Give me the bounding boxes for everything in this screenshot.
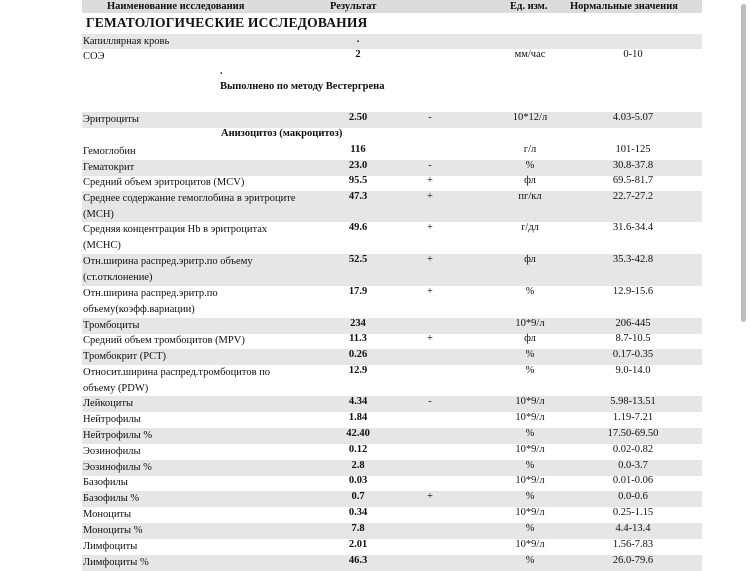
result-value: 0.12	[348, 444, 368, 455]
table-row	[82, 286, 702, 317]
result-value: 95.5	[348, 175, 368, 186]
result-value: 17.9	[348, 286, 368, 297]
result-value: 1.84	[348, 412, 368, 423]
result-unit: %	[525, 428, 535, 439]
header-unit: Ед. изм.	[510, 1, 548, 12]
result-flag: +	[427, 286, 433, 297]
result-flag: +	[427, 254, 433, 265]
table-row	[82, 555, 702, 571]
result-name: Эритроциты	[83, 114, 139, 125]
result-name: Нейтрофилы %	[83, 430, 153, 441]
result-value: 12.9	[348, 365, 368, 376]
table-row	[82, 349, 702, 365]
result-norm: 1.19-7.21	[612, 412, 654, 423]
result-norm: 17.50-69.50	[607, 428, 659, 439]
result-norm: 69.5-81.7	[612, 175, 654, 186]
result-value: 4.34	[348, 396, 368, 407]
table-row	[82, 254, 702, 286]
result-unit: пг/кл	[518, 191, 542, 202]
result-value: 0.26	[348, 349, 368, 360]
result-norm: 31.6-34.4	[612, 222, 654, 233]
table-row	[82, 112, 702, 128]
result-norm: 0.01-0.06	[612, 475, 654, 486]
result-value: 11.3	[349, 333, 367, 344]
esr-name: СОЭ	[83, 51, 105, 62]
result-name: Относит.ширина распред.тромбоцитов по объему (PDW)	[83, 367, 271, 394]
result-norm: 4.03-5.07	[612, 112, 654, 123]
result-norm: 101-125	[615, 144, 651, 155]
result-norm: 8.7-10.5	[615, 333, 651, 344]
scrollbar[interactable]	[741, 4, 746, 322]
result-value: 0.34	[348, 507, 368, 518]
result-norm: 0.25-1.15	[612, 507, 654, 518]
result-name: Базофилы	[83, 477, 128, 488]
result-unit: г/л	[523, 144, 537, 155]
result-value: 0.03	[348, 475, 368, 486]
result-unit: г/дл	[521, 222, 539, 233]
material-row	[82, 34, 702, 49]
result-value: 23.0	[348, 160, 368, 171]
result-norm: 12.9-15.6	[612, 286, 654, 297]
result-norm: 22.7-27.2	[612, 191, 654, 202]
result-value: 42.40	[346, 428, 370, 439]
result-value: 234	[350, 318, 366, 329]
result-unit: %	[525, 460, 535, 471]
result-flag: -	[428, 396, 432, 407]
result-flag: +	[427, 191, 433, 202]
result-unit: %	[525, 286, 535, 297]
result-norm: 0.17-0.35	[612, 349, 654, 360]
result-name: Тромбоциты	[83, 320, 140, 331]
result-norm: 0.02-0.82	[612, 444, 654, 455]
material-dot: .	[356, 34, 360, 45]
table-row	[82, 475, 702, 491]
result-norm: 0.0-0.6	[618, 491, 648, 502]
table-row	[82, 191, 702, 222]
result-unit: %	[525, 555, 535, 566]
result-norm: 206-445	[615, 318, 651, 329]
result-name: Эозинофилы %	[83, 462, 152, 473]
result-unit: 10*9/л	[515, 444, 545, 455]
result-norm: 35.3-42.8	[612, 254, 654, 265]
result-flag: +	[427, 175, 433, 186]
result-value: 52.5	[348, 254, 368, 265]
result-unit: 10*12/л	[512, 112, 548, 123]
table-row	[82, 396, 702, 412]
table-header	[82, 0, 702, 13]
result-value: 49.6	[348, 222, 368, 233]
result-norm: 4.4-13.4	[615, 523, 651, 534]
esr-method-note: Выполнено по методу Вестергрена	[220, 81, 385, 92]
result-value: 2.8	[351, 460, 365, 471]
table-row	[82, 539, 702, 555]
result-unit: 10*9/л	[515, 507, 545, 518]
result-value: 0.7	[351, 491, 365, 502]
result-flag: -	[428, 160, 432, 171]
table-row	[82, 523, 702, 539]
result-unit: фл	[524, 254, 536, 265]
result-name: Отн.ширина распред.эритр.по объему (ст.отклонение)	[83, 256, 253, 283]
result-name: Средняя концентрация Hb в эритроцитах (MCHC)	[83, 224, 268, 251]
result-name: Отн.ширина распред.эритр.по объему(коэфф.вариации)	[83, 288, 218, 315]
result-name: Моноциты	[83, 509, 132, 520]
anisocytosis-note: Анизоцитоз (макроцитоз)	[221, 128, 343, 139]
result-flag: +	[427, 491, 433, 502]
table-row	[82, 365, 702, 396]
result-unit: %	[525, 491, 535, 502]
result-unit: %	[525, 523, 535, 534]
section-title: ГЕМАТОЛОГИЧЕСКИЕ ИССЛЕДОВАНИЯ	[86, 15, 368, 30]
result-name: Тромбокрит (PCT)	[83, 351, 166, 362]
result-name: Гемоглобин	[83, 146, 136, 157]
result-norm: 5.98-13.51	[610, 396, 656, 407]
result-norm: 1.56-7.83	[612, 539, 654, 550]
esr-value: 2	[355, 49, 361, 60]
result-name: Среднее содержание гемоглобина в эритроците (MCH)	[83, 193, 296, 220]
result-value: 47.3	[348, 191, 368, 202]
result-name: Средний объем тромбоцитов (MPV)	[83, 335, 245, 346]
table-row	[82, 412, 702, 428]
result-unit: %	[525, 160, 535, 171]
result-unit: 10*9/л	[515, 396, 545, 407]
result-value: 46.3	[348, 555, 368, 566]
esr-row	[82, 49, 702, 65]
result-name: Эозинофилы	[83, 446, 141, 457]
result-value: 2.50	[348, 112, 368, 123]
material-label: Капиллярная кровь	[83, 36, 170, 47]
result-flag: +	[427, 333, 433, 344]
result-name: Лейкоциты	[83, 398, 134, 409]
table-row	[82, 318, 702, 334]
result-name: Лимфоциты	[83, 541, 138, 552]
result-value: 116	[350, 144, 366, 155]
header-result: Результат	[330, 1, 377, 12]
table-row	[82, 491, 702, 507]
table-row	[82, 444, 702, 460]
table-row	[82, 507, 702, 523]
result-unit: 10*9/л	[515, 539, 545, 550]
table-row	[82, 160, 702, 176]
result-unit: 10*9/л	[515, 412, 545, 423]
result-flag: +	[427, 222, 433, 233]
table-row	[82, 460, 702, 476]
lab-report	[82, 0, 702, 568]
result-name: Базофилы %	[83, 493, 140, 504]
result-unit: 10*9/л	[515, 318, 545, 329]
result-name: Лимфоциты %	[83, 557, 149, 568]
result-value: 7.8	[351, 523, 365, 534]
result-name: Средний объем эритроцитов (MCV)	[83, 177, 245, 188]
result-norm: 0.0-3.7	[618, 460, 648, 471]
table-row	[82, 175, 702, 191]
esr-norm: 0-10	[623, 49, 643, 60]
esr-unit: мм/час	[514, 49, 546, 60]
table-row	[82, 333, 702, 349]
result-unit: %	[525, 365, 535, 376]
result-norm: 26.0-79.6	[612, 555, 654, 566]
result-norm: 30.8-37.8	[612, 160, 654, 171]
table-row	[82, 428, 702, 444]
result-norm: 9.0-14.0	[615, 365, 651, 376]
esr-method-dot: .	[220, 66, 223, 77]
result-name: Гематокрит	[83, 162, 135, 173]
result-unit: фл	[524, 175, 536, 186]
result-value: 2.01	[348, 539, 368, 550]
result-name: Нейтрофилы	[83, 414, 141, 425]
table-row	[82, 222, 702, 254]
table-row	[82, 144, 702, 160]
result-name: Моноциты %	[83, 525, 143, 536]
result-unit: фл	[524, 333, 536, 344]
result-unit: %	[525, 349, 535, 360]
header-norm: Нормальные значения	[570, 1, 678, 12]
result-unit: 10*9/л	[515, 475, 545, 486]
header-name: Наименование исследования	[107, 1, 245, 12]
result-flag: -	[428, 112, 432, 123]
